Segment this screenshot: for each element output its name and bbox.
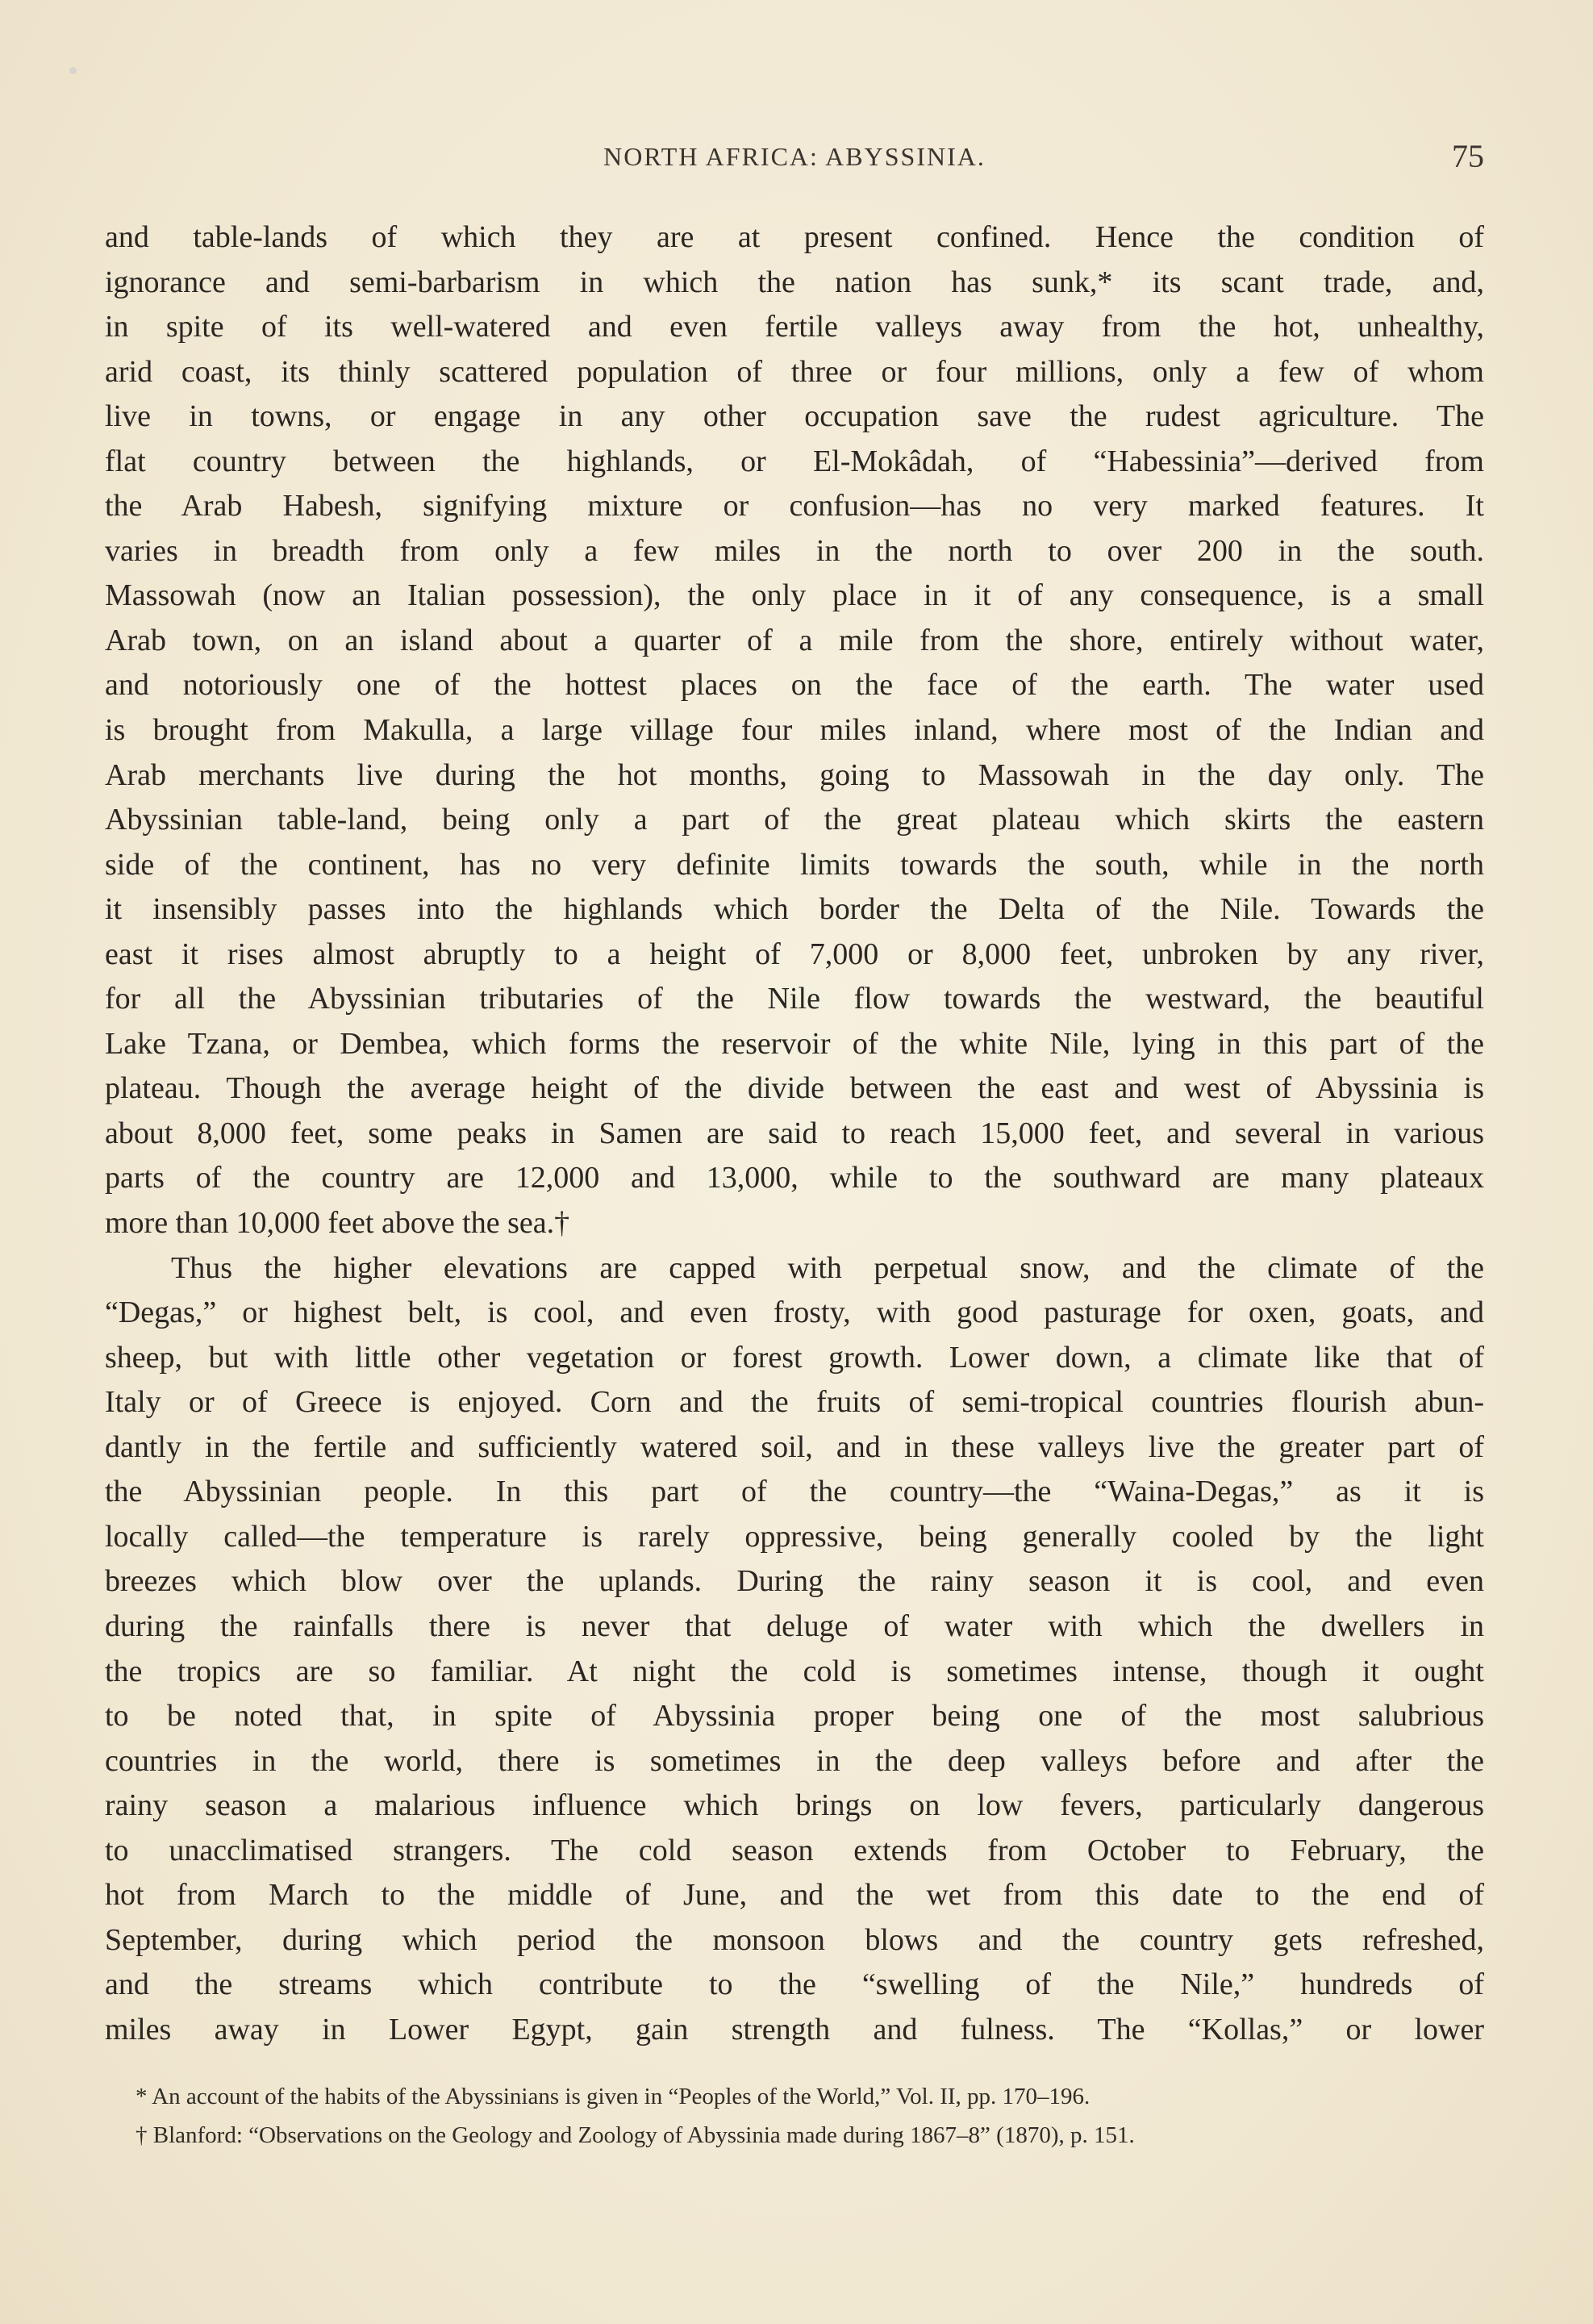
text-line: to be noted that, in spite of Abyssinia proper being one of the most salubrious (105, 1699, 1484, 1734)
text-line: Lake Tzana, or Dembea, which forms the reservoir of the white Nile, lying in this part of the (105, 1026, 1484, 1061)
text-line: about 8,000 feet, some peaks in Samen are said to reach 15,000 feet, and several in various (105, 1116, 1484, 1150)
text-line: is brought from Makulla, a large village four miles inland, where most of the Indian and (105, 713, 1484, 748)
page-number: 75 (1452, 138, 1484, 174)
text-line: locally called—the temperature is rarely oppressive, being generally cooled by the light (105, 1519, 1484, 1554)
text-line: parts of the country are 12,000 and 13,000, while to the southward are many plateaux (105, 1161, 1484, 1195)
page-header (105, 137, 1484, 186)
text-line: sheep, but with little other vegetation or forest growth. Lower down, a climate like that of (105, 1340, 1484, 1375)
text-line: breezes which blow over the uplands. During the rainy season it is cool, and even (105, 1564, 1484, 1599)
text-line: varies in breadth from only a few miles in the north to over 200 in the south. (105, 533, 1484, 568)
text-line: and notoriously one of the hottest places on the face of the earth. The water used (105, 668, 1484, 703)
text-line: arid coast, its thinly scattered population of three or four millions, only a few of whom (105, 354, 1484, 389)
text-line: flat country between the highlands, or El-Mokâdah, of “Habessinia”—derived from (105, 444, 1484, 478)
footnote-dagger: † Blanford: “Observations on the Geology and Zoology of Abyssinia made during 1867–8” (1870), p. 151. (136, 2122, 1135, 2148)
text-line: in spite of its well-watered and even fertile valleys away from the hot, unhealthy, (105, 310, 1484, 344)
text-line: the Arab Habesh, signifying mixture or confusion—has no very marked features. It (105, 489, 1484, 524)
text-line: it insensibly passes into the highlands which border the Delta of the Nile. Towards the (105, 892, 1484, 927)
text-line: ignorance and semi-barbarism in which the nation has sunk,* its scant trade, and, (105, 265, 1484, 299)
text-line: hot from March to the middle of June, and the wet from this date to the end of (105, 1878, 1484, 1913)
text-line: the Abyssinian people. In this part of the country—the “Waina-Degas,” as it is (105, 1475, 1484, 1509)
text-line: during the rainfalls there is never that deluge of water with which the dwellers in (105, 1608, 1484, 1643)
text-line: dantly in the fertile and sufficiently watered soil, and in these valleys live the greater part of (105, 1429, 1484, 1464)
text-line: side of the continent, has no very definite limits towards the south, while in the north (105, 847, 1484, 882)
text-line: Arab town, on an island about a quarter of a mile from the shore, entirely without water, (105, 623, 1484, 657)
text-line: September, during which period the monsoon blows and the country gets refreshed, (105, 1922, 1484, 1957)
text-line: countries in the world, there is sometimes in the deep valleys before and after the (105, 1743, 1484, 1778)
text-line: live in towns, or engage in any other occupation save the rudest agriculture. The (105, 399, 1484, 434)
text-line: rainy season a malarious influence which brings on low fevers, particularly dangerous (105, 1788, 1484, 1823)
paper-speck (69, 67, 77, 74)
text-line: Abyssinian table-land, being only a part of the great plateau which skirts the eastern (105, 803, 1484, 837)
text-line: for all the Abyssinian tributaries of the Nile flow towards the westward, the beautiful (105, 982, 1484, 1016)
text-line: and table-lands of which they are at present confined. Hence the condition of (105, 220, 1484, 254)
text-line: Italy or of Greece is enjoyed. Corn and the fruits of semi-tropical countries flourish abun- (105, 1385, 1484, 1420)
text-line: Arab merchants live during the hot months, going to Massowah in the day only. The (105, 757, 1484, 792)
text-line: miles away in Lower Egypt, gain strength and fulness. The “Kollas,” or lower (105, 2012, 1484, 2047)
text-line: more than 10,000 feet above the sea.† (105, 1206, 570, 1241)
text-line: Massowah (now an Italian possession), the only place in it of any consequence, is a small (105, 578, 1484, 613)
body-text (105, 215, 1484, 2052)
text-line: the tropics are so familiar. At night the cold is sometimes intense, though it ought (105, 1654, 1484, 1688)
running-head: NORTH AFRICA: ABYSSINIA. (603, 142, 986, 171)
text-line: plateau. Though the average height of the divide between the east and west of Abyssinia is (105, 1071, 1484, 1106)
text-line: “Degas,” or highest belt, is cool, and even frosty, with good pasturage for oxen, goats, and (105, 1296, 1484, 1330)
text-line: and the streams which contribute to the “swelling of the Nile,” hundreds of (105, 1967, 1484, 2002)
footnotes (136, 2077, 1484, 2155)
footnote-asterisk: * An account of the habits of the Abyssinians is given in “Peoples of the World,” Vol. II, pp. 170–196. (136, 2084, 1090, 2109)
text-line: to unacclimatised strangers. The cold season extends from October to February, the (105, 1833, 1484, 1867)
text-line: east it rises almost abruptly to a height of 7,000 or 8,000 feet, unbroken by any river, (105, 937, 1484, 971)
text-line: Thus the higher elevations are capped with perpetual snow, and the climate of the (171, 1250, 1484, 1285)
